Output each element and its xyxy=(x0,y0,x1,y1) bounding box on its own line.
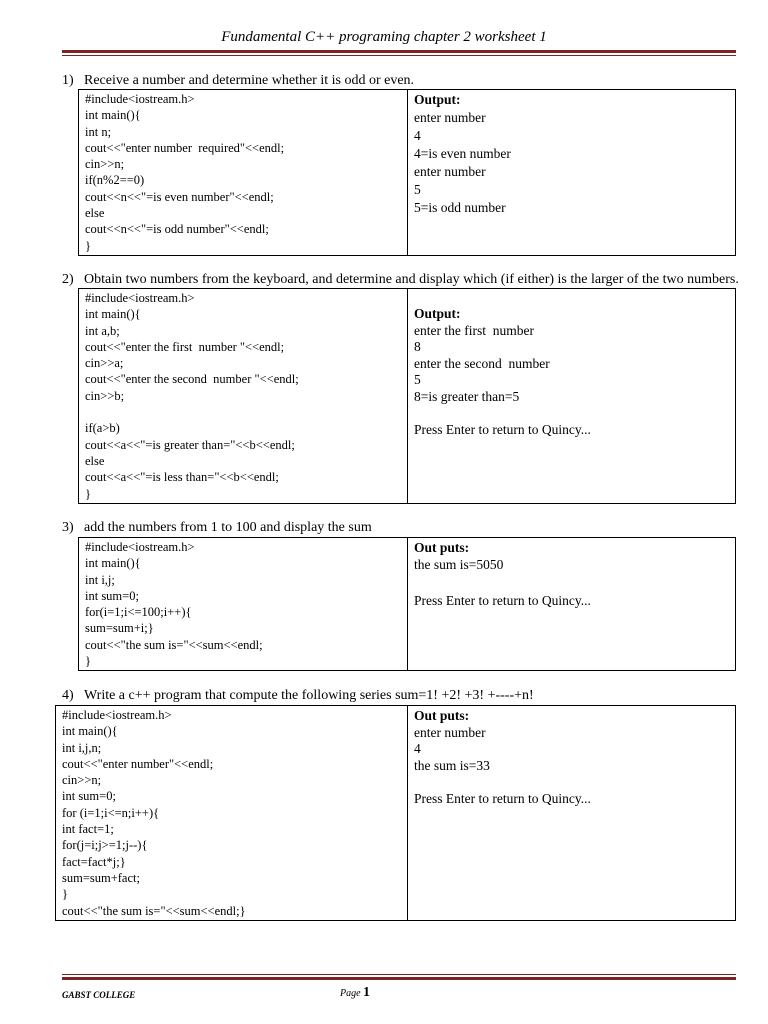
output-cell xyxy=(408,90,736,256)
code-line: cout<<a<<"=is less than="<<b<<endl; xyxy=(85,470,279,485)
output-line: 8=is greater than=5 xyxy=(414,388,520,404)
code-line: int sum=0; xyxy=(62,789,116,804)
code-line: int main(){ xyxy=(85,556,141,571)
header-rule-thick xyxy=(62,50,736,53)
code-line: cin>>n; xyxy=(85,157,125,172)
output-title: Out puts: xyxy=(414,540,470,555)
code-line: int i,j,n; xyxy=(62,740,102,755)
output-line: 5=is odd number xyxy=(414,200,506,215)
code-line: int main(){ xyxy=(85,108,141,123)
code-line: cin>>n; xyxy=(62,773,102,788)
code-line: else xyxy=(85,206,105,221)
code-line: #include<iostream.h> xyxy=(85,291,195,305)
question-text: Write a c++ program that compute the following series sum=1! +2! +3! +----+n! xyxy=(84,688,534,703)
output-line: the sum is=33 xyxy=(414,757,490,773)
question-1 xyxy=(62,73,414,89)
code-line: cout<<"the sum is="<<sum<<endl; xyxy=(85,637,263,652)
output-line: enter number xyxy=(414,724,486,740)
code-line: } xyxy=(85,238,91,253)
footer-page xyxy=(340,985,370,1001)
output-line xyxy=(414,404,729,421)
output-line: Press Enter to return to Quincy... xyxy=(414,592,591,608)
code-line: cout<<"enter the first number "<<endl; xyxy=(85,339,285,354)
code-line: if(n%2==0) xyxy=(85,173,145,188)
code-line: else xyxy=(85,453,105,468)
code-cell xyxy=(79,538,408,671)
output-title: Out puts: xyxy=(414,708,470,723)
question-3 xyxy=(62,520,372,536)
output-line: enter number xyxy=(414,110,486,125)
output-line: the sum is=5050 xyxy=(414,556,504,572)
output-line xyxy=(414,773,729,790)
code-line: } xyxy=(62,887,68,902)
code-line: sum=sum+i;} xyxy=(85,621,154,636)
question-4 xyxy=(62,688,534,704)
output-line: Press Enter to return to Quincy... xyxy=(414,421,591,437)
question-4-table xyxy=(55,705,736,921)
question-number: 4) xyxy=(62,688,74,703)
output-line: Press Enter to return to Quincy... xyxy=(414,790,591,806)
code-line: int i,j; xyxy=(85,572,115,587)
code-line: for(i=1;i<=100;i++){ xyxy=(85,605,192,620)
output-line xyxy=(414,574,729,592)
code-line: } xyxy=(85,654,91,669)
output-cell xyxy=(408,289,736,504)
output-line: 5 xyxy=(414,182,421,197)
code-line: int fact=1; xyxy=(62,822,114,837)
code-line: int n; xyxy=(85,124,112,139)
code-cell xyxy=(79,90,408,256)
code-line: int main(){ xyxy=(85,307,141,322)
footer-rule-thick xyxy=(62,977,736,980)
output-line: enter the first number xyxy=(414,322,534,338)
code-line: cout<<"the sum is="<<sum<<endl;} xyxy=(62,903,246,918)
question-number: 2) xyxy=(62,272,74,287)
output-title: Output: xyxy=(414,92,461,107)
code-line: for(j=i;j>=1;j--){ xyxy=(62,838,148,853)
output-cell xyxy=(408,538,736,671)
output-cell xyxy=(408,706,736,921)
footer-college: GABST COLLEGE xyxy=(62,990,136,1000)
output-line: 8 xyxy=(414,339,421,354)
question-number: 1) xyxy=(62,73,74,88)
code-line: if(a>b) xyxy=(85,421,120,436)
question-text: Obtain two numbers from the keyboard, and determine and display which (if either) is the larger of the two numbers. xyxy=(84,272,739,287)
question-text: add the numbers from 1 to 100 and display the sum xyxy=(84,520,372,535)
code-line: cout<<"enter number"<<endl; xyxy=(62,756,214,771)
output-line: 4 xyxy=(414,741,421,756)
page-number: 1 xyxy=(363,985,371,1000)
output-line: 4 xyxy=(414,128,421,143)
question-2-table xyxy=(78,288,736,504)
code-line: cout<<n<<"=is even number"<<endl; xyxy=(85,189,274,204)
page-header-title: Fundamental C++ programing chapter 2 worksheet 1 xyxy=(221,29,547,45)
footer-rule-thin xyxy=(62,974,736,975)
question-3-table xyxy=(78,537,736,671)
code-line: int sum=0; xyxy=(85,588,139,603)
question-number: 3) xyxy=(62,520,74,535)
question-1-table xyxy=(78,89,736,256)
code-line: sum=sum+fact; xyxy=(62,870,140,885)
code-line: cout<<a<<"=is greater than="<<b<<endl; xyxy=(85,437,295,452)
output-line: 4=is even number xyxy=(414,146,511,161)
code-line: cout<<"enter the second number "<<endl; xyxy=(85,372,299,387)
code-line: #include<iostream.h> xyxy=(85,92,195,106)
code-line: int main(){ xyxy=(62,724,118,739)
code-line: } xyxy=(85,486,91,501)
code-line: cin>>b; xyxy=(85,388,125,403)
code-line: #include<iostream.h> xyxy=(62,708,172,722)
question-text: Receive a number and determine whether it is odd or even. xyxy=(84,73,415,88)
output-line: enter number xyxy=(414,164,486,179)
code-cell xyxy=(79,289,408,504)
code-cell xyxy=(56,706,408,921)
question-2 xyxy=(62,272,739,288)
code-line: cin>>a; xyxy=(85,356,124,371)
code-line: cout<<"enter number required"<<endl; xyxy=(85,140,285,155)
code-line: fact=fact*j;} xyxy=(62,854,126,869)
code-line: #include<iostream.h> xyxy=(85,540,195,554)
output-line: 5 xyxy=(414,372,421,387)
code-line xyxy=(85,404,401,420)
code-line: for (i=1;i<=n;i++){ xyxy=(62,805,160,820)
output-line: enter the second number xyxy=(414,355,550,371)
page-label: Page xyxy=(340,988,361,999)
code-line: int a,b; xyxy=(85,323,120,338)
output-title: Output: xyxy=(414,306,461,321)
code-line: cout<<n<<"=is odd number"<<endl; xyxy=(85,222,269,237)
header-rule-thin xyxy=(62,55,736,56)
